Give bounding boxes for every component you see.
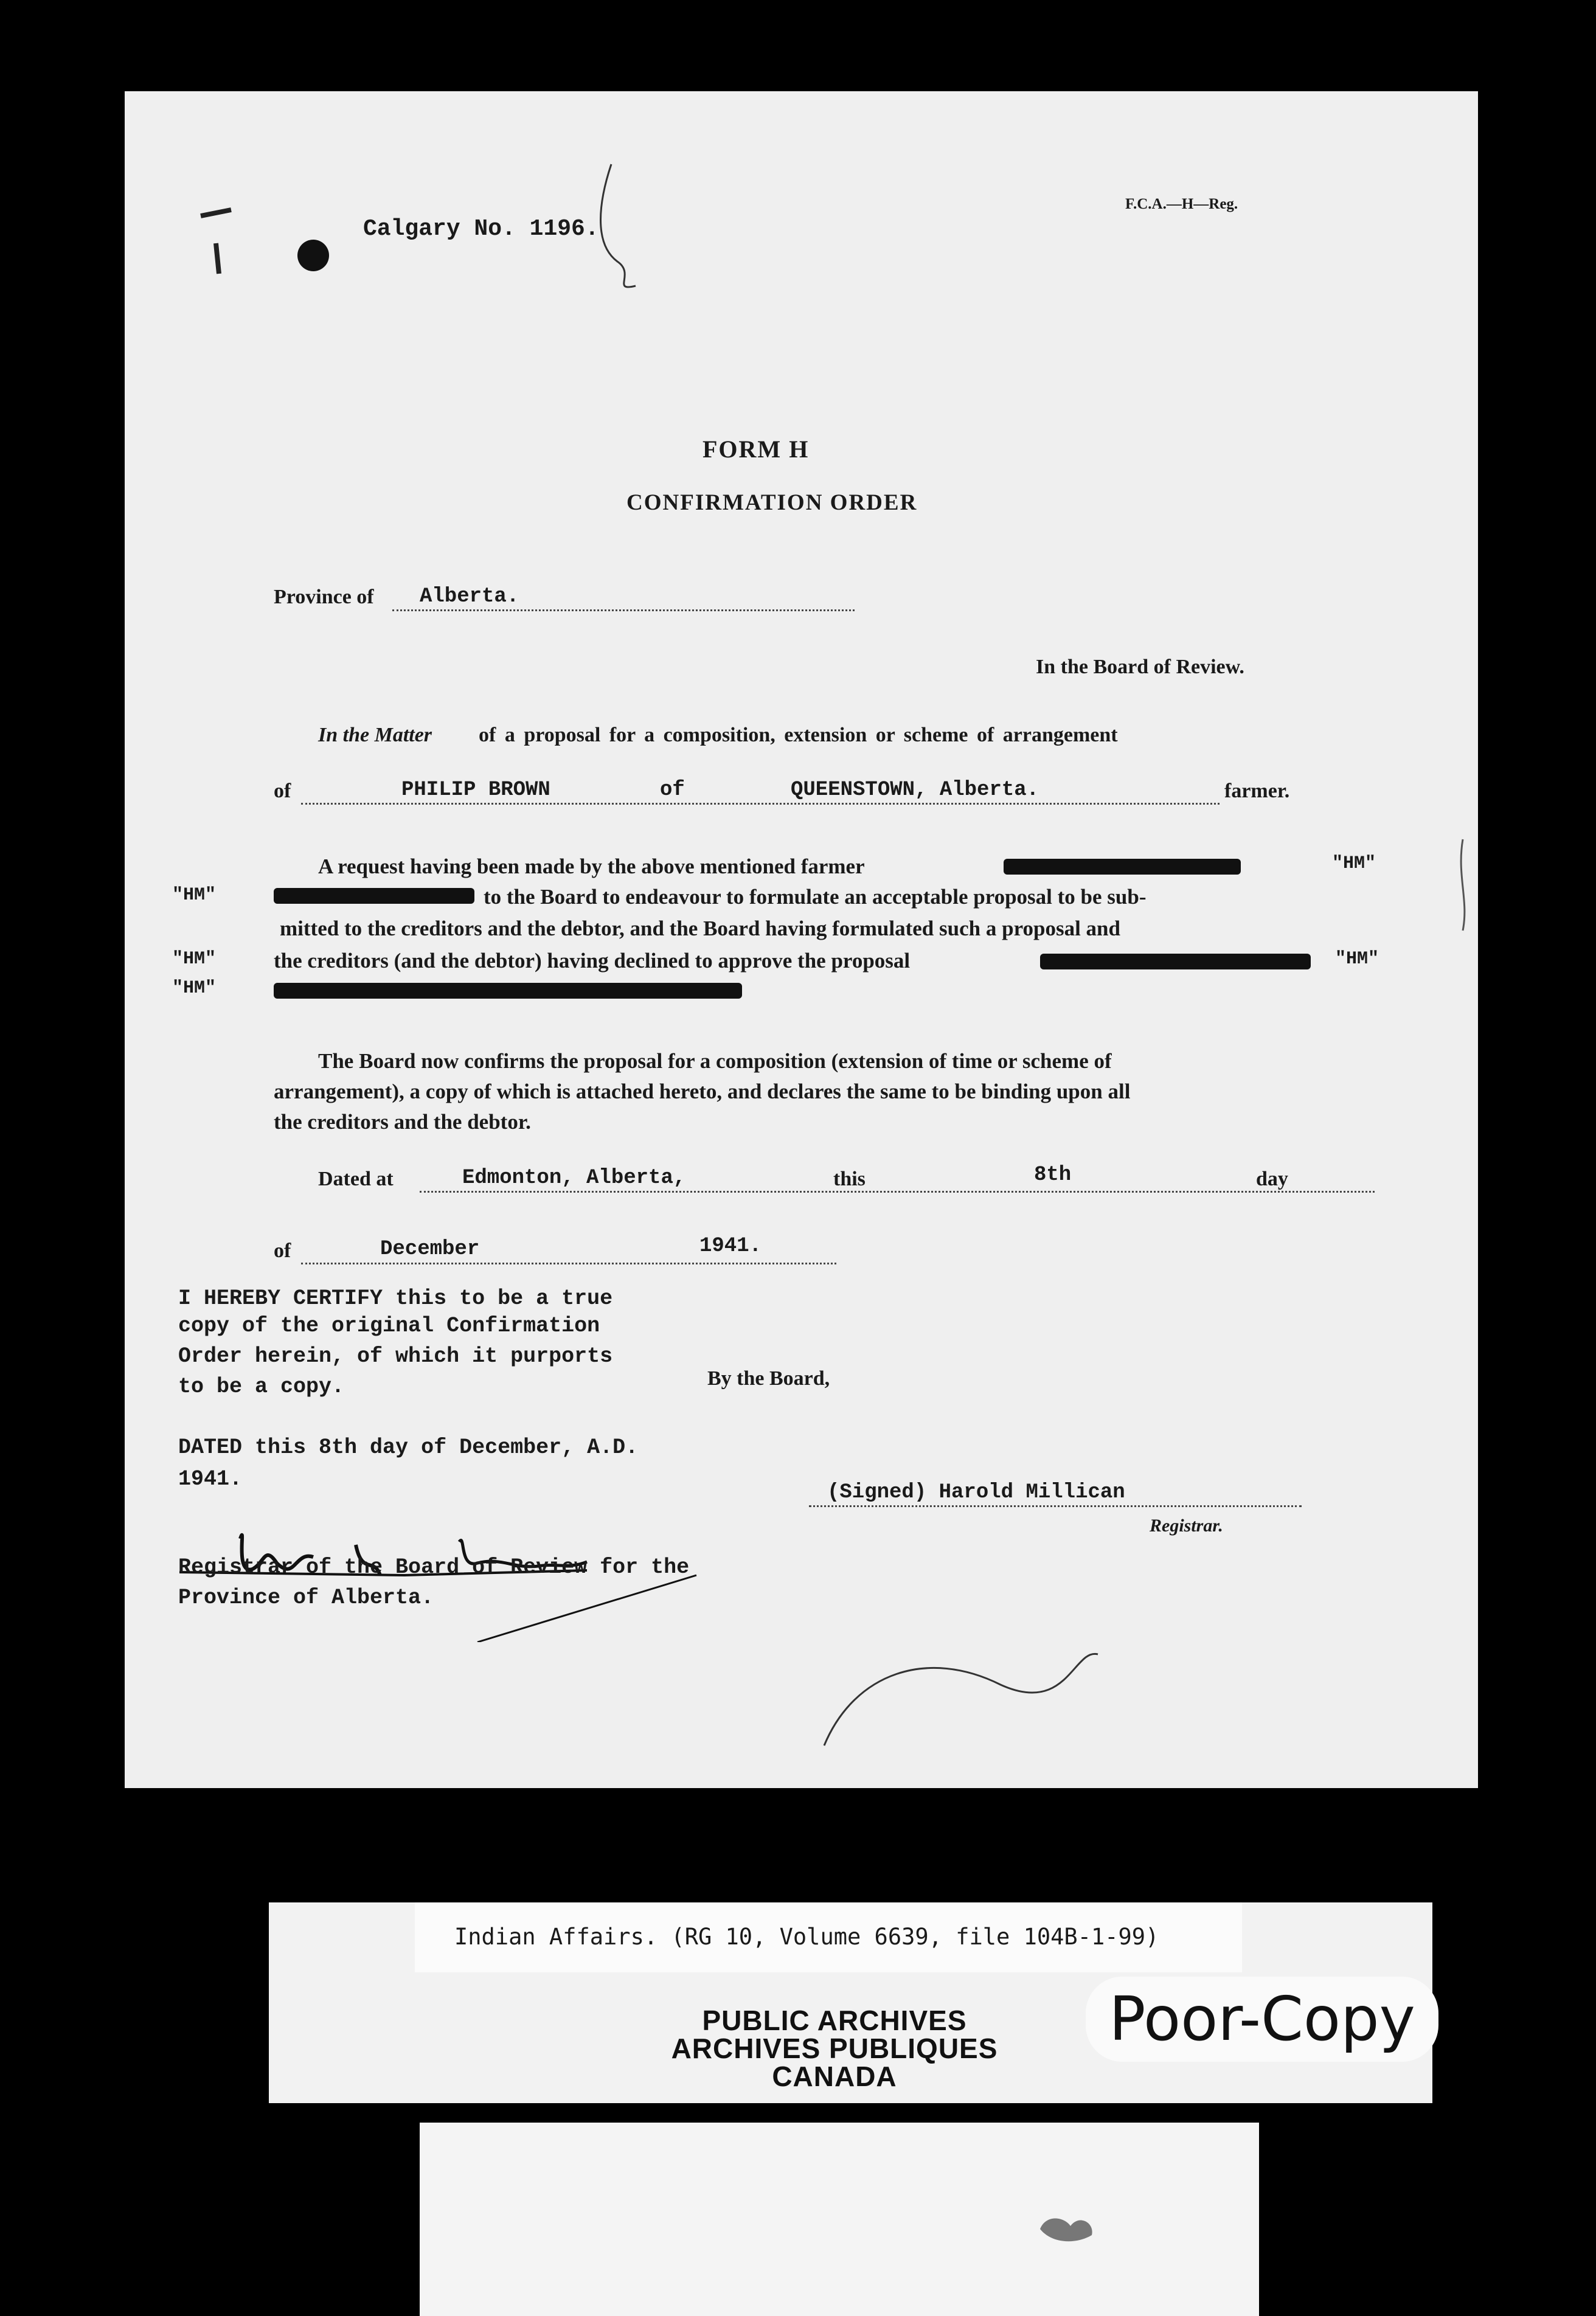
certify-line-3: Order herein, of which it purports xyxy=(178,1344,613,1368)
registrar-sig-line-2: Province of Alberta. xyxy=(178,1586,434,1610)
blank-card xyxy=(420,2123,1259,2316)
archives-line-2: ARCHIVES PUBLIQUES xyxy=(671,2033,998,2064)
province-label: Province of xyxy=(274,586,374,608)
certify-line-4: to be a copy. xyxy=(178,1375,345,1399)
of-word: of xyxy=(660,778,685,802)
province-value: Alberta. xyxy=(420,585,519,608)
matter-lead: In the Matter xyxy=(318,724,432,746)
film-scratches xyxy=(125,91,1478,1788)
confirm-line-1: The Board now confirms the proposal for a composition (extension of time or scheme of xyxy=(318,1049,1112,1073)
confirmation-order-title: CONFIRMATION ORDER xyxy=(626,490,918,515)
of-label: of xyxy=(274,780,291,802)
form-code: F.C.A.—H—Reg. xyxy=(1125,196,1238,212)
archives-line-1: PUBLIC ARCHIVES xyxy=(702,2005,967,2036)
by-the-board: By the Board, xyxy=(707,1367,830,1390)
farmer-label: farmer. xyxy=(1224,780,1290,802)
dated-this-line-2: 1941. xyxy=(178,1467,243,1491)
confirm-line-3: the creditors and the debtor. xyxy=(274,1110,531,1134)
request-line-2: to the Board to endeavour to formulate an acceptable proposal to be sub- xyxy=(484,885,1147,909)
month-value: December xyxy=(380,1238,480,1261)
hm-mark-1: "HM" xyxy=(1332,853,1376,874)
hm-mark-4: "HM" xyxy=(1335,949,1379,969)
signed-name: (Signed) Harold Millican xyxy=(827,1481,1125,1504)
registrar-title: Registrar. xyxy=(1150,1516,1223,1536)
hm-mark-2: "HM" xyxy=(172,885,217,906)
farmer-location: QUEENSTOWN, Alberta. xyxy=(791,778,1039,802)
of-month-label: of xyxy=(274,1239,291,1262)
poor-copy-stamp: Poor-Copy xyxy=(1086,1977,1438,2062)
this-label: this xyxy=(833,1168,866,1190)
request-line-4: the creditors (and the debtor) having declined to approve the proposal xyxy=(274,949,911,973)
year-value: 1941. xyxy=(699,1235,762,1258)
dated-this-line-1: DATED this 8th day of December, A.D. xyxy=(178,1435,639,1460)
archives-line-3: CANADA xyxy=(772,2061,897,2092)
request-line-3: mitted to the creditors and the debtor, and the Board having formulated such a proposal and xyxy=(280,917,1120,940)
archive-reference: Indian Affairs. (RG 10, Volume 6639, file 104B-1-99) xyxy=(454,1924,1159,1950)
hm-mark-5: "HM" xyxy=(172,978,217,999)
day-value: 8th xyxy=(1034,1163,1072,1187)
request-line-1: A request having been made by the above mentioned farmer xyxy=(318,855,865,878)
day-label: day xyxy=(1256,1168,1288,1190)
matter-text: of a proposal for a composition, extension or scheme of arrangement xyxy=(479,724,1118,746)
dated-place: Edmonton, Alberta, xyxy=(462,1167,686,1190)
smudge-mark xyxy=(1034,2211,1101,2247)
certify-line-1: I HEREBY CERTIFY this to be a true xyxy=(178,1286,613,1311)
confirm-line-2: arrangement), a copy of which is attached hereto, and declares the same to be binding upon all xyxy=(274,1080,1131,1103)
farmer-name: PHILIP BROWN xyxy=(401,778,550,802)
file-number: Calgary No. 1196. xyxy=(363,216,599,242)
form-title: FORM H xyxy=(703,435,810,463)
document-page xyxy=(125,91,1478,1788)
reference-card xyxy=(415,1902,1242,1972)
hm-mark-3: "HM" xyxy=(172,949,217,969)
dated-label: Dated at xyxy=(318,1168,394,1190)
registrar-sig-line-1: Registrar of the Board of Review for the xyxy=(178,1555,690,1579)
certify-line-2: copy of the original Confirmation xyxy=(178,1314,600,1338)
board-of-review: In the Board of Review. xyxy=(1036,656,1244,678)
